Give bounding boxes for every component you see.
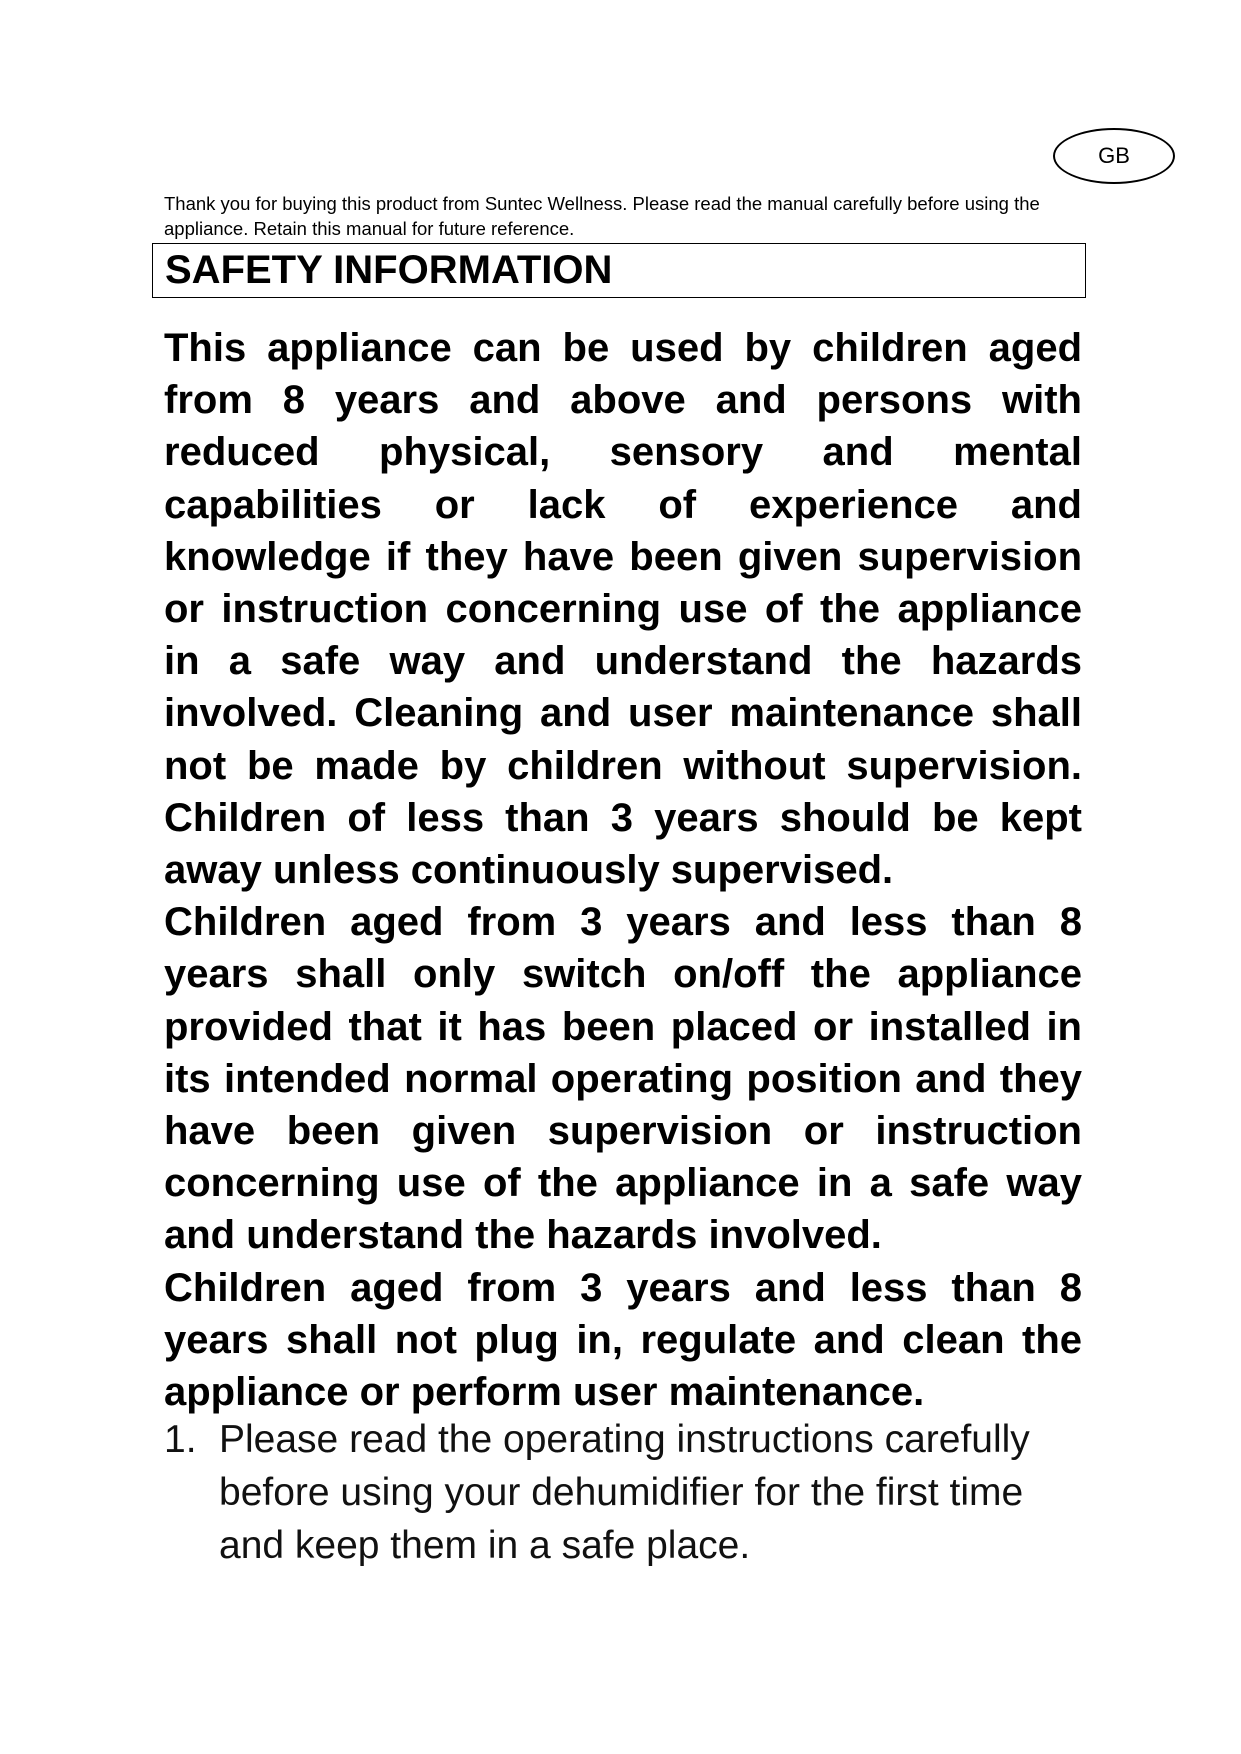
warning-paragraph: This appliance can be used by children aged from 8 years and above and persons with reduced physical, sensory and mental capabilities or lack of experience and knowledge if they have been given supervision or instruction concerning use of the appliance in a safe way and understand the hazards involved. Cleaning and user maintenance shall not be made by children without supervision. Children of less than 3 years should be kept away unless continuously supervised. [164, 326, 1082, 893]
list-item-number: 1. [164, 1418, 197, 1461]
warning-paragraph: Children aged from 3 years and less than 8 years shall only switch on/off the appliance provided that it has been placed or installed in its intended normal operating position and they have been given supervision or instruction concerning use of the appliance in a safe way and understand the hazards involved. [164, 900, 1082, 1258]
language-badge [1053, 128, 1175, 184]
section-header [152, 243, 1086, 298]
list-item [164, 1413, 1082, 1572]
instruction-list [164, 1413, 1082, 1572]
list-item-text: Please read the operating instructions carefully before using your dehumidifier for the first time and keep them in a safe place. [219, 1418, 1030, 1567]
intro-text: Thank you for buying this product from Suntec Wellness. Please read the manual carefully before using the appliance. Retain this manual for future reference. [164, 193, 1040, 239]
safety-warning [164, 322, 1082, 1418]
language-badge-label: GB [1098, 143, 1130, 168]
warning-paragraph: Children aged from 3 years and less than 8 years shall not plug in, regulate and clean the appliance or perform user maintenance. [164, 1265, 1082, 1415]
section-title: SAFETY INFORMATION [165, 248, 613, 292]
